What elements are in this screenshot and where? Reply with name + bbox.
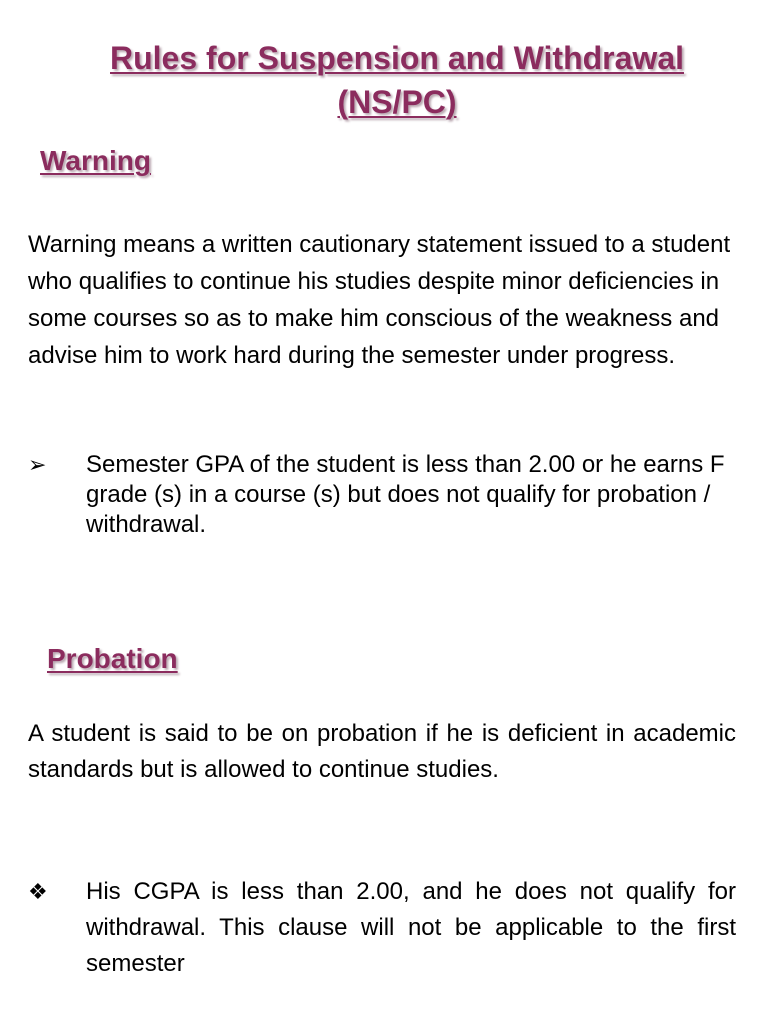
page-title	[30, 36, 764, 124]
page-title-line-1: Rules for Suspension and Withdrawal	[110, 40, 684, 76]
probation-bullet-text: His CGPA is less than 2.00, and he does not qualify for withdrawal. This clause will not be applicable to the first semester	[86, 878, 736, 977]
arrow-bullet-icon: ➢	[28, 452, 47, 477]
probation-heading: Probation	[47, 643, 178, 674]
warning-bullet-text: Semester GPA of the student is less than 2.00 or he earns F grade (s) in a course (s) but does not qualify for probation / withdrawal.	[86, 451, 725, 538]
page-title-line-2: (NS/PC)	[337, 84, 457, 120]
warning-heading: Warning	[40, 145, 151, 176]
probation-paragraph: A student is said to be on probation if he is deficient in academic standards but is allowed to continue studies.	[28, 720, 736, 783]
warning-paragraph: Warning means a written cautionary statement issued to a student who qualifies to continue his studies despite minor deficiencies in some courses so as to make him conscious of the weakness and advise him to work hard during the semester under progress.	[28, 231, 731, 369]
diamond-bullet-icon: ❖	[28, 879, 48, 904]
